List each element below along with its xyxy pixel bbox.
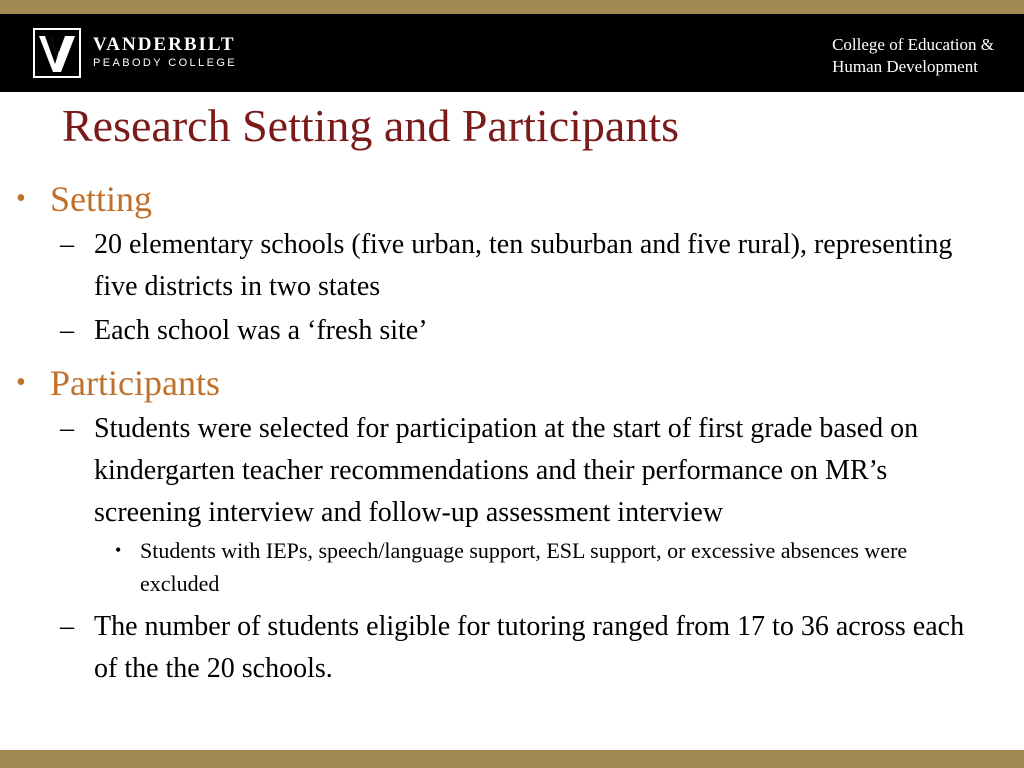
dash-bullet-icon: –: [60, 413, 74, 444]
header-bar: [0, 14, 1024, 92]
college-line-1: College of Education &: [832, 35, 994, 54]
setting-heading: Setting: [50, 179, 153, 219]
college-name: [832, 34, 994, 78]
dash-bullet-icon: –: [60, 229, 74, 260]
setting-item-2: [0, 310, 1024, 352]
setting-item-1: [0, 224, 1024, 308]
participants-heading: Participants: [50, 363, 220, 403]
dash-bullet-icon: –: [60, 611, 74, 642]
vanderbilt-v-shield-icon: [33, 28, 81, 78]
slide-content: [0, 176, 1024, 690]
participants-item-2: [0, 606, 1024, 690]
bullet-dot-icon: •: [16, 183, 26, 214]
participants-sub-item-1: [0, 534, 1024, 600]
logo-name: VANDERBILT: [93, 34, 236, 55]
slide-title: Research Setting and Participants: [62, 100, 680, 151]
bullet-setting: [0, 176, 1024, 222]
dash-bullet-icon: –: [60, 315, 74, 346]
bullet-dot-icon: •: [16, 367, 26, 398]
participants-item-2-text: The number of students eligible for tutoring ranged from 17 to 36 across each of the the 20 schools.: [94, 611, 965, 684]
setting-item-2-text: Each school was a ‘fresh site’: [94, 315, 428, 346]
logo-subtitle: PEABODY COLLEGE: [93, 57, 238, 69]
vanderbilt-logo: [33, 28, 237, 78]
participants-item-1: [0, 408, 1024, 534]
participants-item-1-text: Students were selected for participation at the start of first grade based on kindergarten teacher recommendations and their performance on MR’s screening interview and follow-up assessment interview: [94, 413, 919, 528]
setting-item-1-text: 20 elementary schools (five urban, ten suburban and five rural), representing five districts in two states: [94, 229, 953, 302]
college-line-2: Human Development: [832, 57, 978, 76]
participants-sub-item-1-text: Students with IEPs, speech/language support, ESL support, or excessive absences were excluded: [140, 538, 908, 596]
top-gold-band: [0, 0, 1024, 14]
bullet-participants: [0, 360, 1024, 406]
bottom-gold-band: [0, 750, 1024, 768]
bullet-dot-icon: •: [115, 540, 122, 560]
